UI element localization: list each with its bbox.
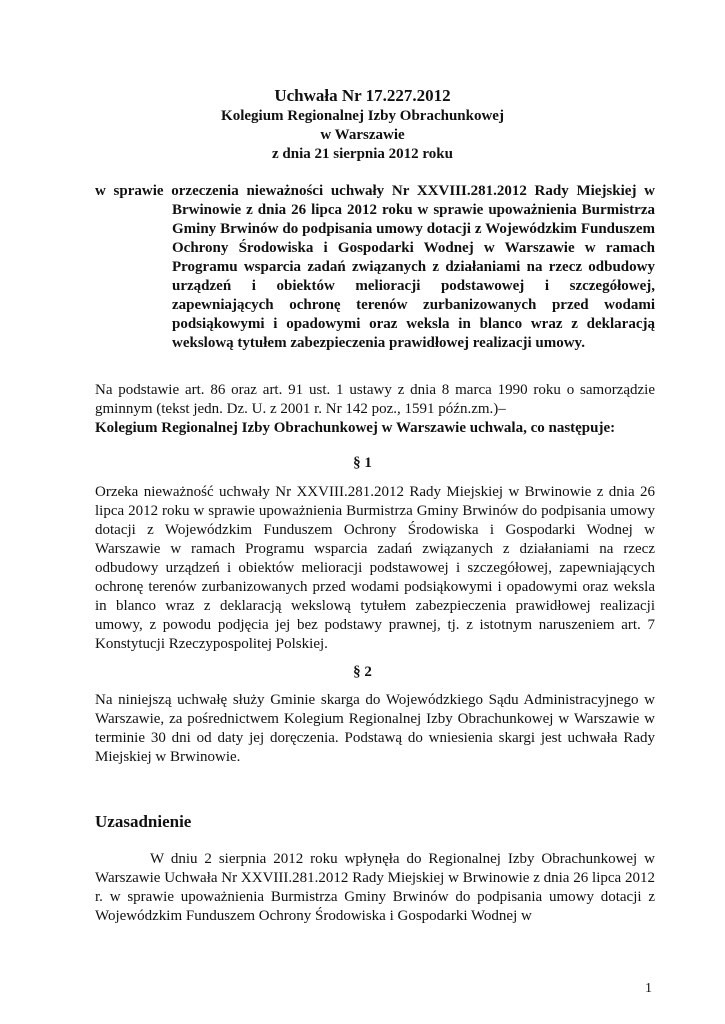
page-number: 1 — [645, 981, 652, 996]
legal-basis — [95, 381, 655, 438]
justification-text: W dniu 2 sierpnia 2012 roku wpłynęła do Regionalnej Izby Obrachunkowej w Warszawie Uchwała Nr XXVIII.281.2012 Rady Miejskiej w Brwinowie z dnia 26 lipca 2012 r. w sprawie upoważnienia Burmistrza Gminy Brwinów do podpisania umowy dotacji z Wojewódzkim Funduszem Ochrony Środowiska i Gospodarki Wodnej w — [95, 851, 655, 924]
justification-heading: Uzasadnienie — [95, 812, 192, 831]
section-1-heading: § 1 — [353, 455, 372, 471]
resolution-subject — [95, 182, 655, 353]
subject-first-line: w sprawie orzeczenia nieważności uchwały Nr XXVIII.281.2012 Rady Miejskiej w — [95, 183, 655, 199]
legal-basis-decision: Kolegium Regionalnej Izby Obrachunkowej w Warszawie uchwala, co następuje: — [95, 420, 616, 436]
legal-basis-text: Na podstawie art. 86 oraz art. 91 ust. 1 ustawy z dnia 8 marca 1990 roku o samorządzie gminnym (tekst jedn. Dz. U. z 2001 r. Nr 142 poz., 1591 późn.zm.)– — [95, 382, 655, 417]
date-line: z dnia 21 sierpnia 2012 roku — [271, 146, 453, 162]
issuer-line: Kolegium Regionalnej Izby Obrachunkowej — [221, 108, 504, 124]
subject-continuation: Brwinowie z dnia 26 lipca 2012 roku w sprawie upoważnienia Burmistrza Gminy Brwinów do podpisania umowy dotacji z Wojewódzkim Funduszem Ochrony Środowiska i Gospodarki Wodnej w Warszawie w ramach Programu wsparcia zadań związanych z działaniami na rzecz odbudowy urządzeń i obiektów melioracji podstawowej i szczegółowej, zapewniających ochronę terenów zurbanizowanych przed wodami podsiąkowymi i opadowymi oraz weksla in blanco wraz z deklaracją wekslową tytułem zabezpieczenia prawidłowej realizacji umowy. — [172, 202, 655, 351]
section-2-text: Na niniejszą uchwałę służy Gminie skarga do Wojewódzkiego Sądu Administracyjnego w Warszawie, za pośrednictwem Kolegium Regionalnej Izby Obrachunkowej w Warszawie w terminie 30 dni od daty jej doręczenia. Podstawą do wniesienia skargi jest uchwała Rady Miejskiej w Brwinowie. — [95, 692, 655, 765]
location-line: w Warszawie — [320, 127, 405, 143]
resolution-title: Uchwała Nr 17.227.2012 — [274, 86, 451, 105]
resolution-header — [0, 107, 725, 164]
section-2-heading: § 2 — [353, 664, 372, 680]
section-1-text: Orzeka nieważność uchwały Nr XXVIII.281.2012 Rady Miejskiej w Brwinowie z dnia 26 lipca 2012 roku w sprawie upoważnienia Burmistrza Gminy Brwinów do podpisania umowy dotacji z Wojewódzkim Funduszem Ochrony Środowiska i Gospodarki Wodnej w Warszawie w ramach Programu wsparcia zadań związanych z działaniami na rzecz odbudowy urządzeń i obiektów melioracji podstawowej i szczegółowej, zapewniających ochronę terenów zurbanizowanych przed wodami podsiąkowymi i opadowymi oraz weksla in blanco wraz z deklaracją wekslową tytułem zabezpieczenia prawidłowej realizacji umowy, z powodu podjęcia jej bez podstawy prawnej, tj. z istotnym naruszeniem art. 7 Konstytucji Rzeczypospolitej Polskiej. — [95, 484, 655, 652]
